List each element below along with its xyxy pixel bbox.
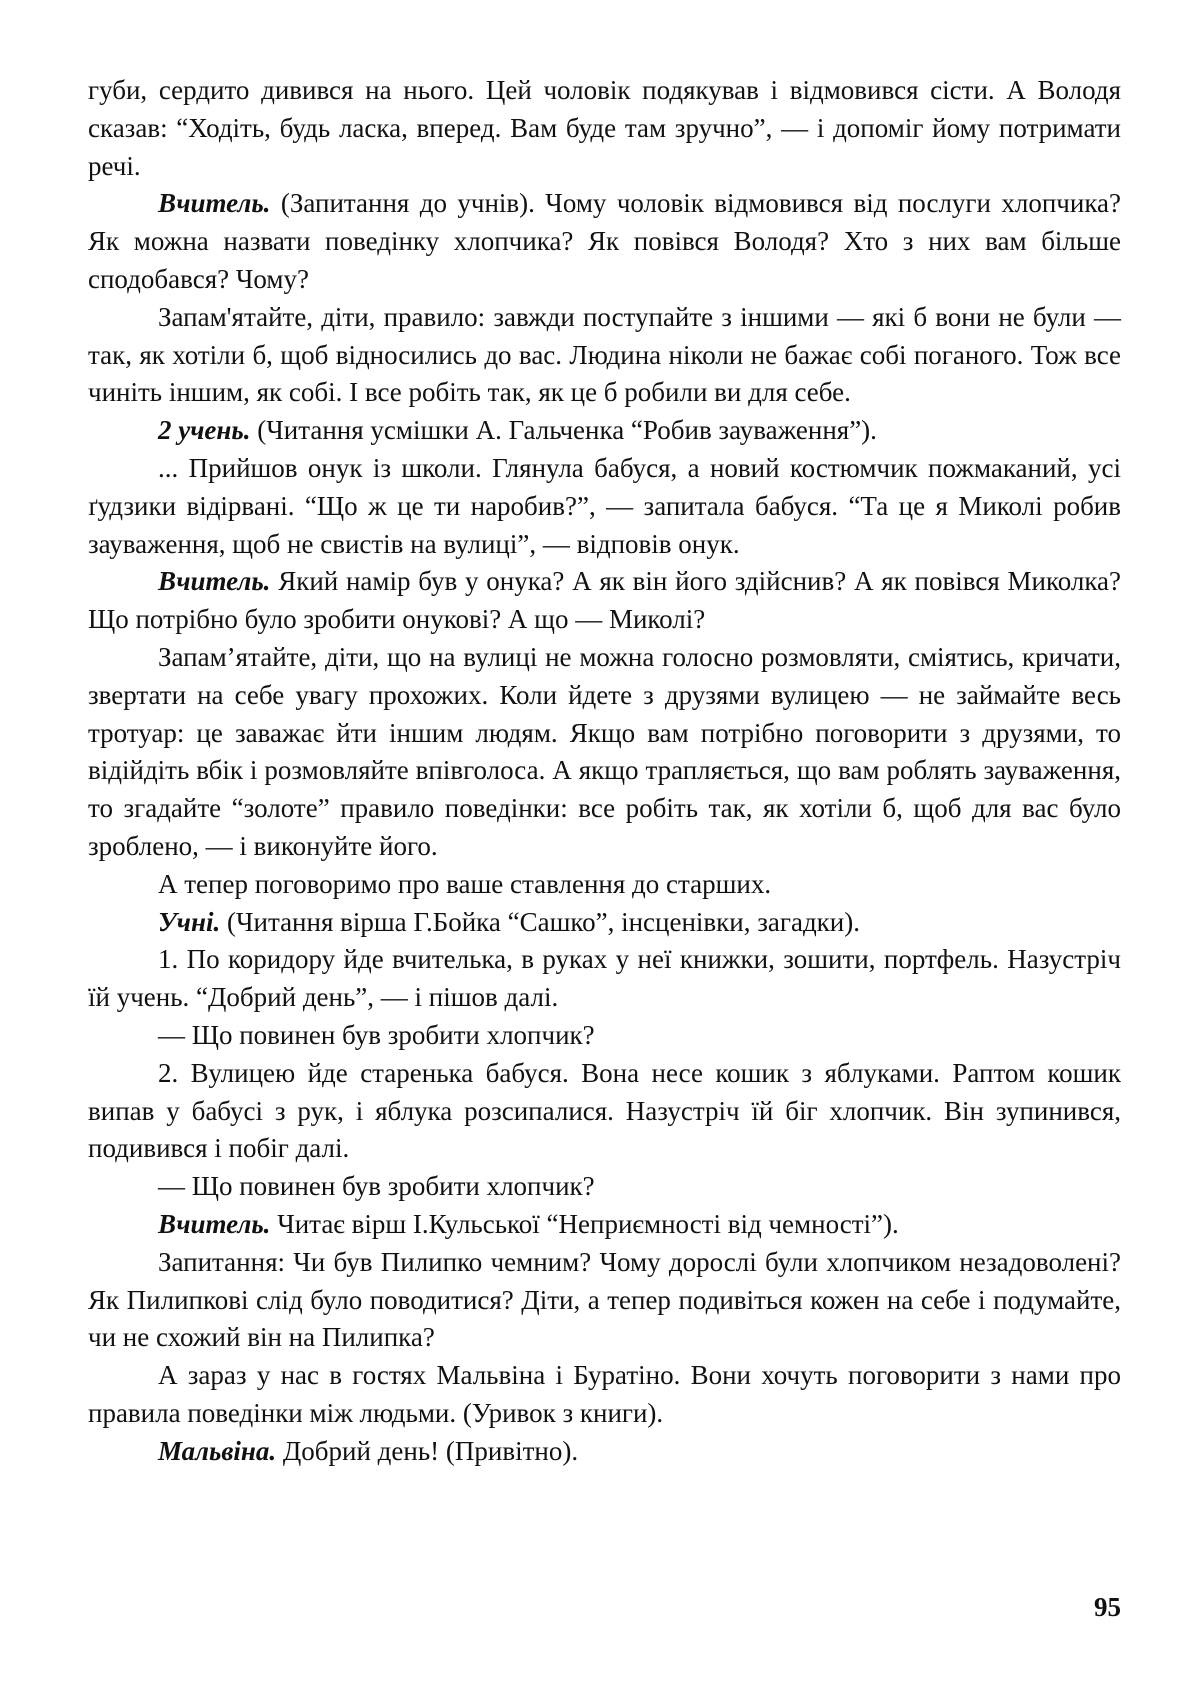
paragraph-17 xyxy=(88,1433,1121,1471)
paragraph-text: (Читання вірша Г.Бойка “Сашко”, інсценівки, загадки). xyxy=(226,906,860,937)
paragraph-10 xyxy=(88,941,1121,1017)
paragraph-text: 2. Вулицею йде старенька бабуся. Вона несе кошик з яблуками. Раптом кошик випав у бабусі з рук, і яблука розсипалися. Назустріч їй біг хлопчик. Він зупинився, подивився і побіг далі. xyxy=(88,1057,1121,1164)
speaker-label: Вчитель. xyxy=(158,566,271,597)
paragraph-12 xyxy=(88,1055,1121,1168)
paragraph-8 xyxy=(88,866,1121,904)
paragraph-text: губи, сердито дивився на нього. Цей чоловік подякував і відмовився сісти. А Володя сказав: “Ходіть, будь ласка, вперед. Вам буде там зручно”, — і допоміг йому потримати речі. xyxy=(88,75,1121,181)
page-number: 95 xyxy=(1094,1592,1121,1622)
paragraph-4 xyxy=(88,412,1121,450)
speaker-label: Вчитель. xyxy=(158,188,271,219)
paragraph-text: Запитання: Чи був Пилипко чемним? Чому дорослі були хлопчиком незадоволені? Як Пилипкові слід було поводитися? Діти, а тепер подивіться кожен на себе і подумайте, чи не схожий він на Пилипка? xyxy=(88,1246,1121,1353)
paragraph-text: (Читання усмішки А. Гальченка “Робив зауваження”). xyxy=(257,415,877,446)
paragraph-text: А тепер поговоримо про ваше ставлення до старших. xyxy=(158,868,772,899)
paragraph-9 xyxy=(88,904,1121,942)
paragraph-text: Добрий день! (Привітно). xyxy=(282,1435,579,1466)
paragraph-1 xyxy=(88,72,1121,185)
paragraph-2 xyxy=(88,185,1121,298)
paragraph-text: ... Прийшов онук із школи. Глянула бабуся, а новий костюмчик пожмаканий, усі ґудзики відірвані. “Що ж це ти наробив?”, — запитала бабуся. “Та це я Миколі робив зауваження, щоб не свистів на вулиці”, — відповів онук. xyxy=(88,452,1121,559)
paragraph-3 xyxy=(88,299,1121,412)
paragraph-6 xyxy=(88,563,1121,639)
speaker-label: Учні. xyxy=(158,906,221,937)
paragraph-text: Запам'ятайте, діти, правило: завжди поступайте з іншими — які б вони не були — так, як хотіли б, щоб відносились до вас. Людина ніколи не бажає собі поганого. Тож все чиніть іншим, як собі. І все робіть так, як це б робили ви для себе. xyxy=(88,301,1121,408)
speaker-label: 2 учень. xyxy=(158,415,251,446)
speaker-label: Мальвіна. xyxy=(158,1435,277,1466)
paragraph-text: А зараз у нас в гостях Мальвіна і Буратіно. Вони хочуть поговорити з нами про правила поведінки між людьми. (Уривок з книги). xyxy=(88,1360,1121,1428)
paragraph-text: — Що повинен був зробити хлопчик? xyxy=(158,1171,595,1202)
paragraph-text: Читає вірш І.Кульської “Неприємності від чемності”). xyxy=(277,1208,899,1239)
paragraph-text: 1. По коридору йде вчителька, в руках у неї книжки, зошити, портфель. Назустріч їй учень. “Добрий день”, — і пішов далі. xyxy=(88,944,1121,1013)
paragraph-15 xyxy=(88,1244,1121,1357)
paragraph-text: Запам’ятайте, діти, що на вулиці не можна голосно розмовляти, сміятись, кричати, звертати на себе увагу прохожих. Коли йдете з друзями вулицею — не займайте весь тротуар: це заважає йти іншим людям. Якщо вам потрібно поговорити з друзями, то відійдіть вбік і розмовляйте впівголоса. А якщо трапляється, що вам роблять зауваження, то згадайте “золоте” правило поведінки: все робіть так, як хотіли б, щоб для вас було зроблено, — і виконуйте його. xyxy=(88,641,1121,861)
paragraph-5 xyxy=(88,450,1121,563)
speaker-label: Вчитель. xyxy=(158,1208,271,1239)
paragraph-11 xyxy=(88,1017,1121,1055)
paragraph-text: (Запитання до учнів). Чому чоловік відмовився від послуги хлопчика? Як можна назвати поведінку хлопчика? Як повівся Володя? Хто з них вам більше сподобався? Чому? xyxy=(88,188,1121,294)
paragraph-7 xyxy=(88,639,1121,866)
paragraph-16 xyxy=(88,1357,1121,1433)
page-text xyxy=(88,72,1121,1470)
paragraph-text: Який намір був у онука? А як він його здійснив? А як повівся Миколка? Що потрібно було зробити онукові? А що — Миколі? xyxy=(88,566,1122,635)
paragraph-14 xyxy=(88,1206,1121,1244)
paragraph-text: — Що повинен був зробити хлопчик? xyxy=(158,1019,595,1050)
paragraph-13 xyxy=(88,1168,1121,1206)
